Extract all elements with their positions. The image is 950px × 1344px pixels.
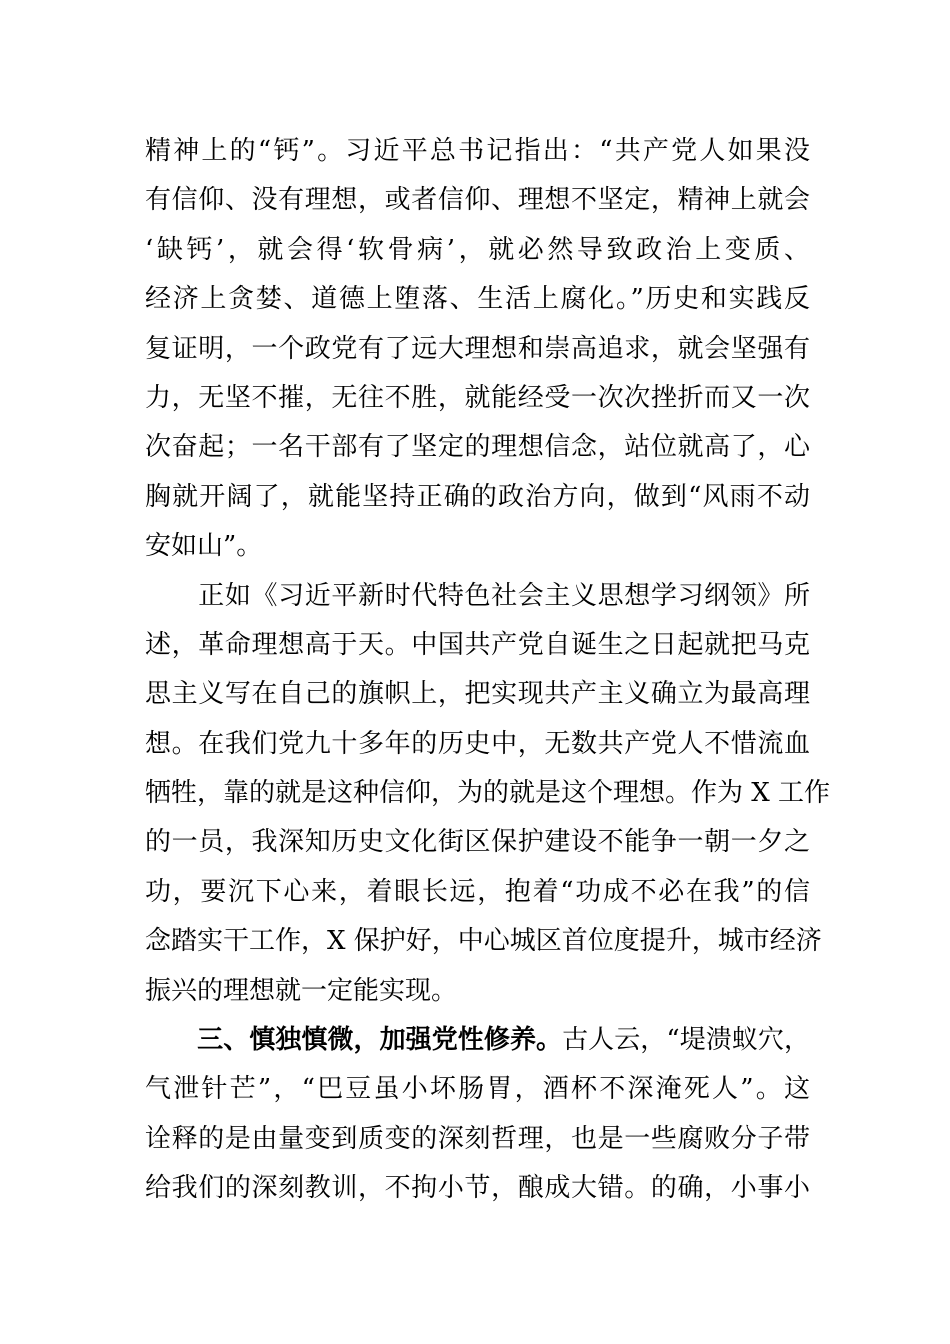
text-line: 思主义写在自己的旗帜上，把实现共产主义确立为最高理 [145, 679, 810, 710]
text-line: 的一员，我深知历史文化街区保护建设不能争一朝一夕之 [145, 827, 810, 858]
text-line: 复证明，一个政党有了远大理想和崇高追求，就会坚强有 [145, 333, 810, 364]
text-line: 想。在我们党九十多年的历史中，无数共产党人不惜流血 [145, 728, 810, 759]
text-line: 安如山”。 [145, 531, 263, 562]
heading-continuation: 古人云，“堤溃蚁穴， [562, 1025, 810, 1056]
section-heading: 三、慎独慎微，加强党性修养。 [145, 1025, 563, 1056]
text-line: 述，革命理想高于天。中国共产党自诞生之日起就把马克 [145, 629, 810, 660]
text-line: 经济上贪婪、道德上堕落、生活上腐化。”历史和实践反 [145, 284, 810, 315]
text-line: 诠释的是由量变到质变的深刻哲理，也是一些腐败分子带 [145, 1123, 810, 1154]
text-line: 正如《习近平新时代特色社会主义思想学习纲领》所 [145, 580, 810, 611]
text-line: 牺牲，靠的就是这种信仰，为的就是这个理想。作为 X 工作 [145, 778, 831, 809]
text-line: 功，要沉下心来，着眼长远，抱着“功成不必在我”的信 [145, 876, 810, 907]
text-line: 力，无坚不摧，无往不胜，就能经受一次次挫折而又一次 [145, 382, 810, 413]
text-line: 念踏实干工作，X 保护好，中心城区首位度提升，城市经济 [145, 926, 822, 957]
text-line: 有信仰、没有理想，或者信仰、理想不坚定，精神上就会 [145, 185, 810, 216]
text-line: 胸就开阔了，就能坚持正确的政治方向，做到“风雨不动 [145, 481, 810, 512]
text-line: 次奋起；一名干部有了坚定的理想信念，站位就高了，心 [145, 432, 810, 463]
text-line: 振兴的理想就一定能实现。 [145, 975, 458, 1006]
paragraph [145, 572, 831, 1017]
text-line: ‘缺钙’，就会得‘软骨病’，就必然导致政治上变质、 [145, 234, 810, 265]
paragraph [145, 127, 810, 572]
text-line [145, 1016, 810, 1065]
paragraph [145, 1016, 810, 1214]
text-line: 给我们的深刻教训，不拘小节，酿成大错。的确，小事小 [145, 1173, 810, 1204]
body-text [145, 127, 831, 1214]
text-line: 精神上的“钙”。习近平总书记指出：“共产党人如果没 [145, 136, 810, 166]
text-line: 气泄针芒”，“巴豆虽小坏肠胃，酒杯不深淹死人”。这 [145, 1074, 810, 1105]
